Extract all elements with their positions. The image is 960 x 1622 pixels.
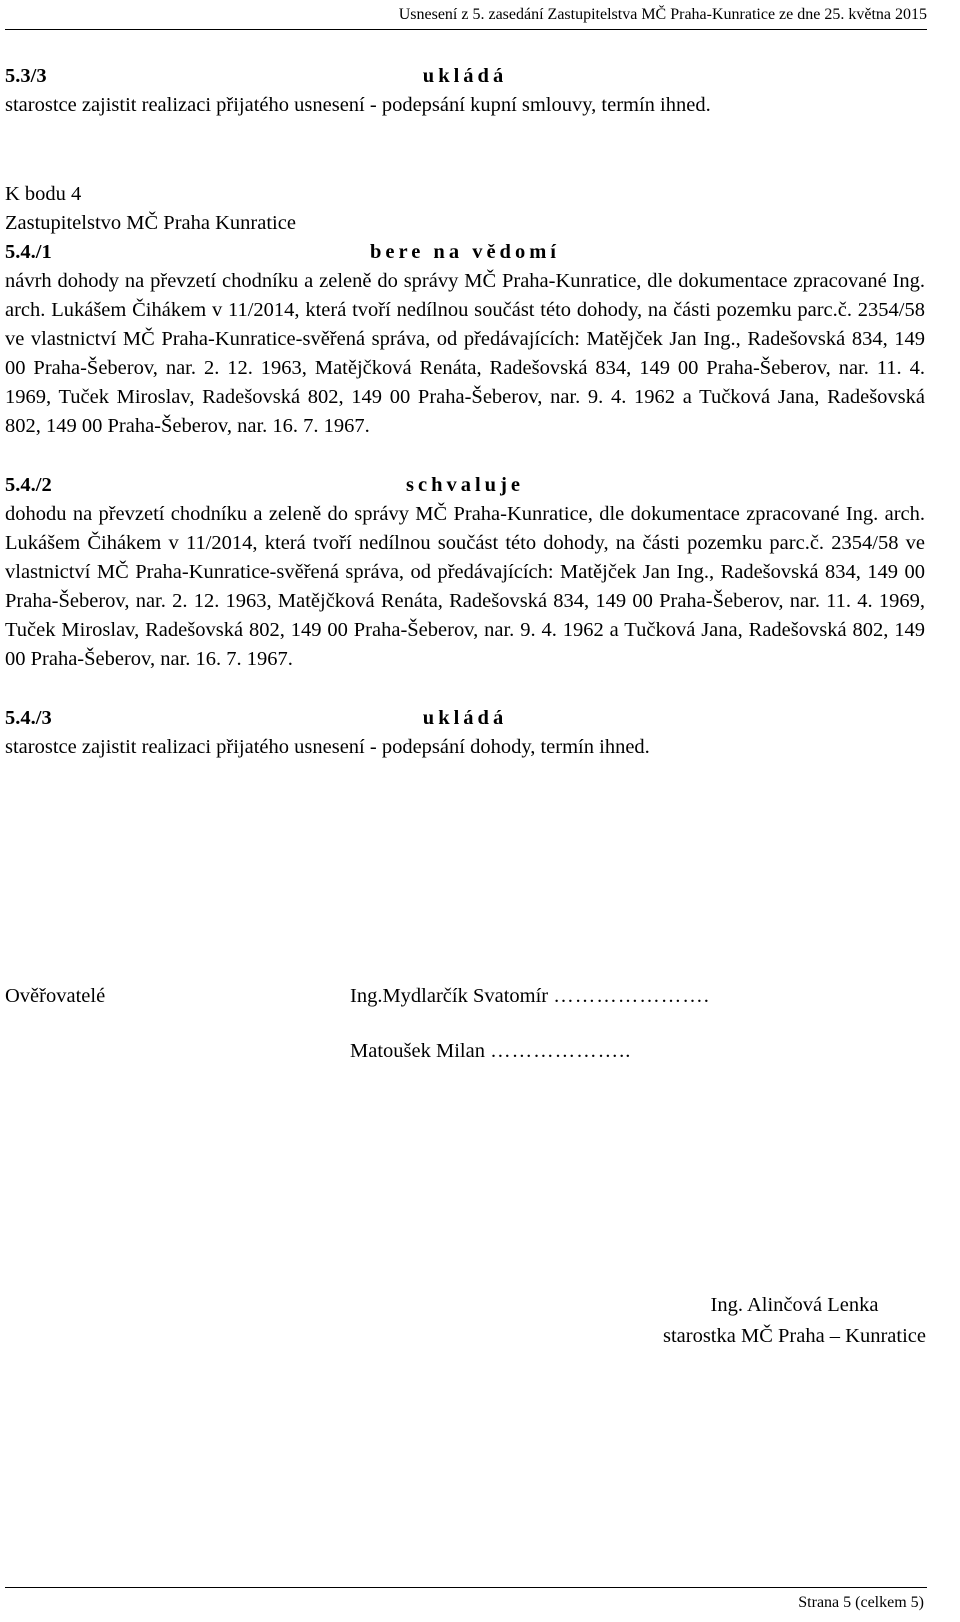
resolution-heading-5-4-1 [5, 238, 925, 267]
agenda-item-heading: K bodu 4 [5, 183, 82, 205]
resolution-number: 5.4./2 [5, 474, 52, 496]
resolution-number: 5.4./3 [5, 707, 52, 729]
resolution-verb: ukládá [422, 65, 508, 87]
page-number: Strana 5 (celkem 5) [798, 1594, 924, 1611]
resolution-number: 5.4./1 [5, 241, 52, 263]
header-rule [5, 29, 927, 30]
spacer [5, 150, 925, 180]
footer-rule [5, 1587, 927, 1588]
resolution-number: 5.3/3 [5, 65, 47, 87]
mayor-signature [663, 1290, 926, 1352]
resolution-verb: ukládá [422, 707, 508, 729]
page-header: Usnesení z 5. zasedání Zastupitelstva MČ Praha-Kunratice ze dne 25. května 2015 [398, 6, 927, 23]
verifier-name: Ing.Mydlarčík Svatomír [350, 985, 549, 1007]
verifiers-label: Ověřovatelé [5, 985, 106, 1007]
spacer [5, 120, 925, 150]
assembly-name: Zastupitelstvo MČ Praha Kunratice [5, 212, 296, 234]
resolution-text: starostce zajistit realizaci přijatého usnesení - podepsání dohody, termín ihned. [5, 736, 650, 758]
resolution-verb: bere na vědomí [369, 241, 560, 263]
verifier-name: Matoušek Milan [350, 1040, 485, 1062]
resolution-heading-5-4-3 [5, 704, 925, 733]
resolution-heading-5-3-3 [5, 62, 925, 91]
verifier-signature-line-2 [350, 1040, 631, 1063]
verifier-signature-line-1 [350, 985, 710, 1008]
mayor-title: starostka MČ Praha – Kunratice [662, 1325, 926, 1347]
resolution-text: návrh dohody na převzetí chodníku a zeleně do správy MČ Praha-Kunratice, dle dokumentace zpracované Ing. arch. Lukášem Čihákem v 11/2014, která tvoří nedílnou součást této dohody, na části pozemku parc.č. 2354/58 ve vlastnictví MČ Praha-Kunratice-svěřená správa, od předávajících: Matějček Jan Ing., Radešovská 834, 149 00 Praha-Šeberov, nar. 2. 12. 1963, Matějčková Renáta, Radešovská 834, 149 00 Praha-Šeberov, nar. 11. 4. 1969, Tuček Miroslav, Radešovská 802, 149 00 Praha-Šeberov, nar. 9. 4. 1962 a Tučková Jana, Radešovská 802, 149 00 Praha-Šeberov, nar. 16. 7. 1967. [5, 270, 925, 437]
mayor-name: Ing. Alinčová Lenka [710, 1294, 879, 1316]
signature-dots: ……………….. [490, 1040, 632, 1062]
document-body [5, 62, 925, 762]
signature-dots: …………………. [553, 985, 710, 1007]
resolution-text: starostce zajistit realizaci přijatého usnesení - podepsání kupní smlouvy, termín ihned. [5, 94, 711, 116]
resolution-heading-5-4-2 [5, 471, 925, 500]
resolution-verb: schvaluje [406, 474, 524, 496]
resolution-text: dohodu na převzetí chodníku a zeleně do správy MČ Praha-Kunratice, dle dokumentace zpracované Ing. arch. Lukášem Čihákem v 11/2014, která tvoří nedílnou součást této dohody, na části pozemku parc.č. 2354/58 ve vlastnictví MČ Praha-Kunratice-svěřená správa, od předávajících: Matějček Jan Ing., Radešovská 834, 149 00 Praha-Šeberov, nar. 2. 12. 1963, Matějčková Renáta, Radešovská 834, 149 00 Praha-Šeberov, nar. 11. 4. 1969, Tuček Miroslav, Radešovská 802, 149 00 Praha-Šeberov, nar. 9. 4. 1962 a Tučková Jana, Radešovská 802, 149 00 Praha-Šeberov, nar. 16. 7. 1967. [5, 503, 925, 670]
